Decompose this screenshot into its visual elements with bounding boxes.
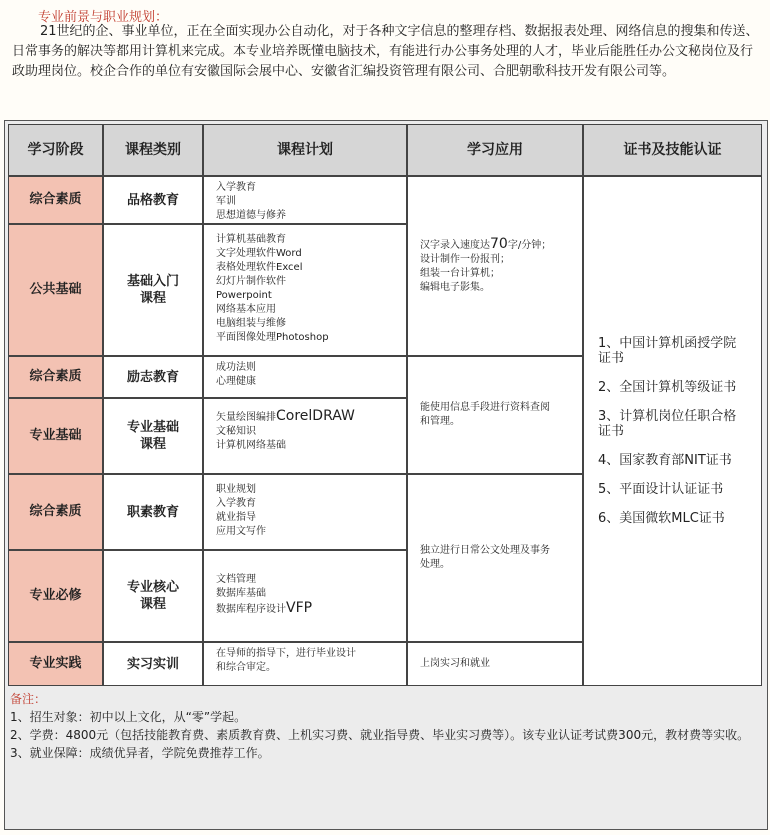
certificate-item: 5、平面设计认证证书 [598,482,724,497]
header-plan: 课程计划 [203,124,407,176]
category-line: 专业核心 [126,580,179,595]
plan-item: 思想道德与修养 [216,210,286,221]
plan-item: 矢量绘图编排CorelDRAW [216,408,355,424]
stage-cell: 综合素质 [8,474,103,550]
stage-cell: 专业基础 [8,398,103,474]
category-cell: 励志教育 [103,356,203,398]
certificate-item: 1、中国计算机函授学院证书 [598,336,737,366]
category-line: 课程 [139,597,166,612]
plan-item: 在导师的指导下，进行毕业设计 [216,648,356,659]
stage-cell: 专业实践 [8,642,103,686]
stage-cell: 综合素质 [8,356,103,398]
plan-cell [203,550,407,642]
plan-item: 文秘知识 [216,426,256,437]
plan-item: 平面图像处理Photoshop [216,332,329,343]
certificate-item: 4、国家教育部NIT证书 [598,453,732,468]
application-item: 上岗实习和就业 [420,658,490,669]
plan-item: 军训 [216,196,236,207]
application-item: 编辑电子影集。 [420,282,490,293]
stage-cell: 公共基础 [8,224,103,356]
category-cell [103,550,203,642]
category-cell: 职素教育 [103,474,203,550]
application-cell [407,642,583,686]
application-item: 和管理。 [420,416,460,427]
category-line: 专业基础 [126,420,179,435]
category-cell [103,398,203,474]
category-cell [103,224,203,356]
stage-cell: 专业必修 [8,550,103,642]
plan-item: 和综合审定。 [216,662,276,673]
plan-item: 文档管理 [216,574,256,585]
plan-item: 应用文写作 [216,526,266,537]
plan-item: 计算机基础教育 [216,234,286,245]
category-cell: 品格教育 [103,176,203,224]
stage-cell: 综合素质 [8,176,103,224]
header-certificate: 证书及技能认证 [583,124,762,176]
plan-item: 网络基本应用 [216,304,276,315]
header-category: 课程类别 [103,124,203,176]
plan-item: 职业规划 [216,484,256,495]
plan-item: 成功法则 [216,362,256,373]
plan-item: 入学教育 [216,182,256,193]
note-item: 3、就业保障：成绩优异者，学院免费推荐工作。 [10,746,270,760]
application-item: 组装一台计算机； [420,268,500,279]
plan-item: 数据库基础 [216,588,266,599]
plan-item: 文字处理软件Word [216,248,302,259]
note-item: 1、招生对象：初中以上文化，从“零”学起。 [10,710,247,724]
plan-cell [203,356,407,398]
plan-cell [203,474,407,550]
certificate-item: 6、美国微软MLC证书 [598,511,725,526]
plan-item: 入学教育 [216,498,256,509]
application-cell [407,474,583,642]
plan-item: 表格处理软件Excel [216,262,303,273]
header-stage: 学习阶段 [8,124,103,176]
category-line: 课程 [139,291,166,306]
plan-item: 就业指导 [216,512,256,523]
plan-item: 幻灯片制作软件 [216,276,286,287]
plan-cell [203,398,407,474]
certificate-item: 3、计算机岗位任职合格证书 [598,409,737,439]
application-item: 处理。 [420,559,450,570]
category-cell: 实习实训 [103,642,203,686]
category-line: 课程 [139,437,166,452]
certificate-item: 2、全国计算机等级证书 [598,380,737,395]
plan-cell [203,642,407,686]
application-cell [407,356,583,474]
application-cell [407,176,583,356]
certificate-cell [583,176,762,686]
application-item: 能使用信息手段进行资料查阅 [420,402,550,413]
application-item: 汉字录入速度达70字/分钟； [420,236,552,252]
application-item: 独立进行日常公文处理及事务 [420,545,550,556]
plan-item: Powerpoint [216,290,272,301]
plan-item: 计算机网络基础 [216,440,286,451]
plan-item: 电脑组装与维修 [216,318,286,329]
plan-cell [203,224,407,356]
plan-item: 数据库程序设计VFP [216,600,313,616]
application-item: 设计制作一份报刊； [420,254,510,265]
category-line: 基础入门 [126,274,179,289]
header-application: 学习应用 [407,124,583,176]
intro-paragraph: 21世纪的企、事业单位，正在全面实现办公自动化，对于各种文字信息的整理存档、数据报表处理、网络信息的搜集和传送、日常事务的解决等都用计算机来完成。本专业培养既懂电脑技术，有能进行办公事务处理的人才，毕业后能胜任办公文秘岗位及行政助理岗位。校企合作的单位有安徽国际会展中心、安徽省汇编投资管理有限公司、合肥朝歌科技开发有限公司等。 [12,24,759,79]
note-item: 2、学费：4800元（包括技能教育费、素质教育费、上机实习费、就业指导费、毕业实习费等）。该专业认证考试费300元，教材费等实收。 [10,728,750,742]
notes-title: 备注： [10,692,47,706]
section-heading: 专业前景与职业规划： [38,10,169,25]
plan-cell [203,176,407,224]
plan-item: 心理健康 [216,376,256,387]
notes-section [10,690,762,762]
